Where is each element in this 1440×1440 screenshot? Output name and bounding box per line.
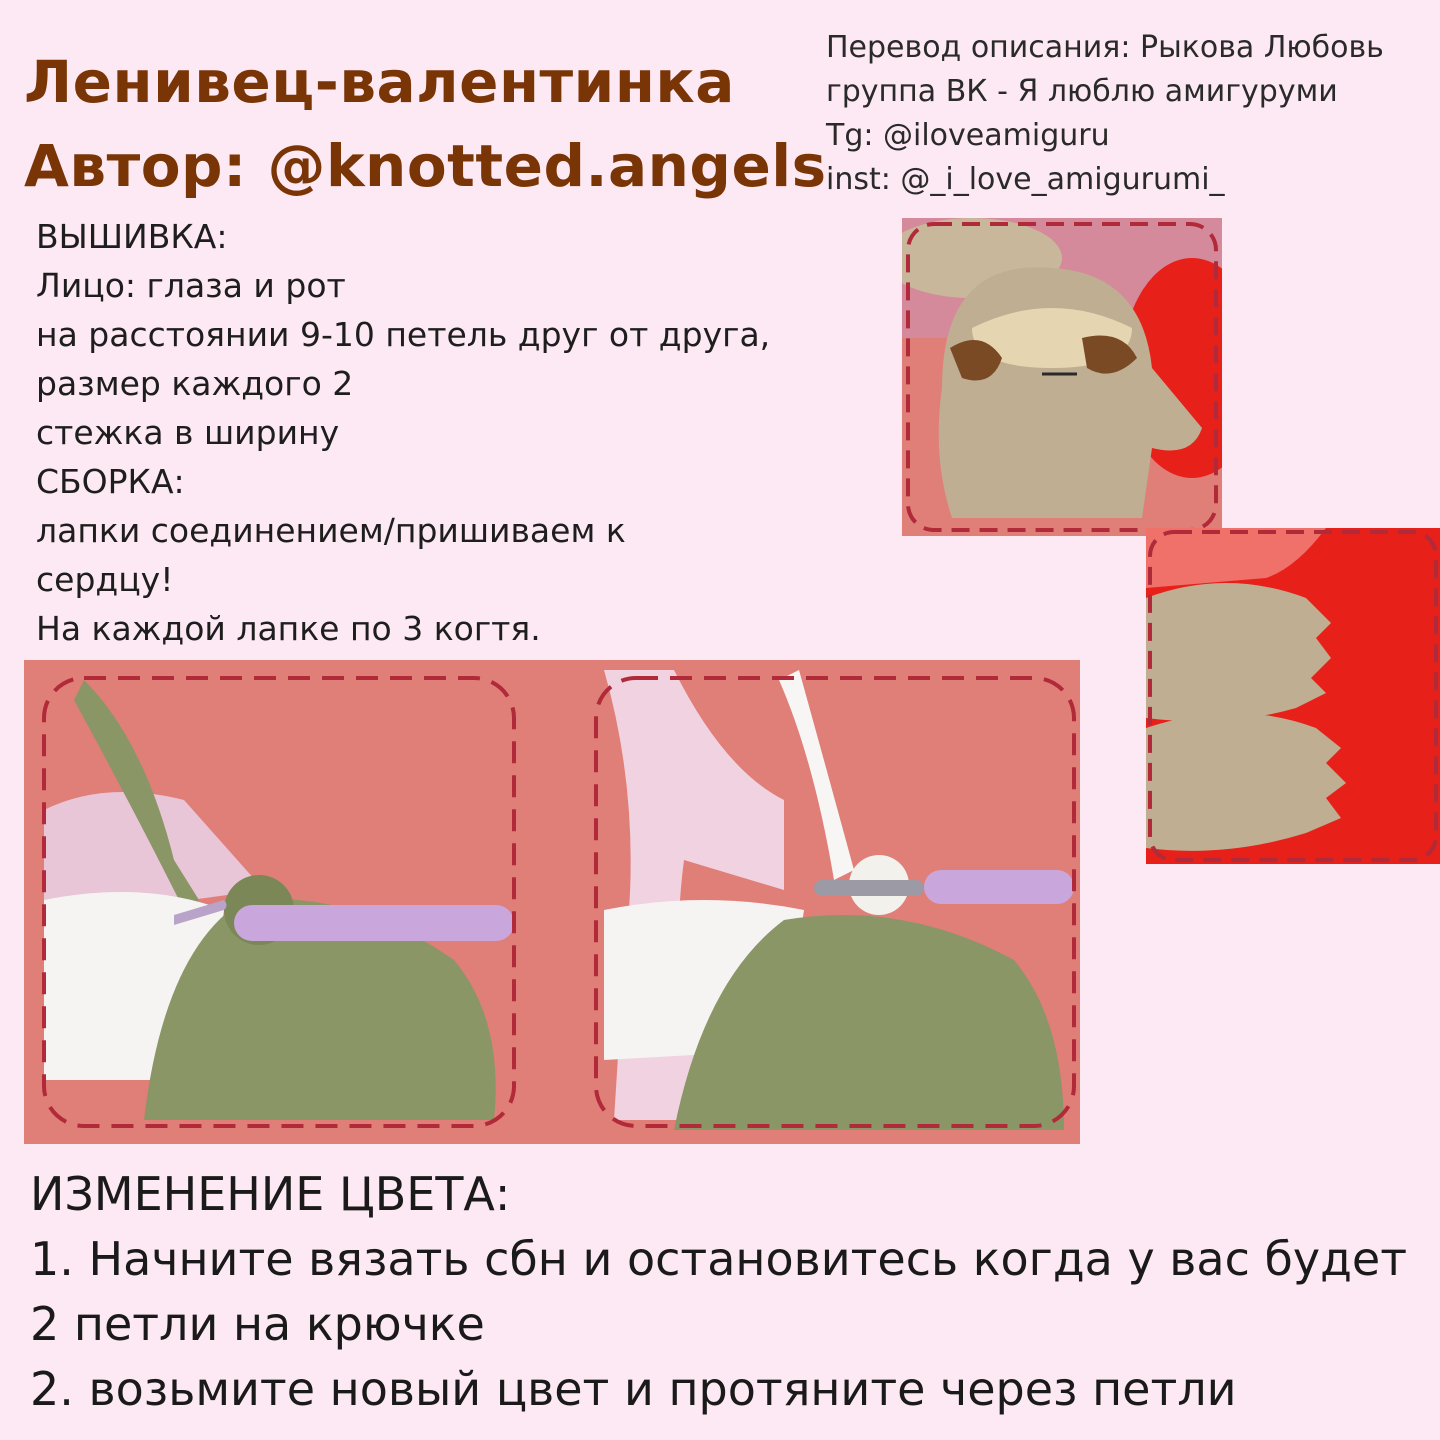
sloth-paws-photo	[1146, 528, 1440, 864]
instructions-block	[36, 212, 836, 653]
color-change-block	[30, 1162, 1430, 1422]
credits-translator: Перевод описания: Рыкова Любовь	[826, 30, 1384, 65]
assembly-line: лапки соединением/пришиваем к	[36, 511, 626, 550]
assembly-line: сердцу!	[36, 560, 174, 599]
credits-vk-group: группа ВК - Я люблю амигуруми	[826, 74, 1338, 109]
credits-telegram: Tg: @iloveamiguru	[826, 118, 1110, 153]
color-change-heading: ИЗМЕНЕНИЕ ЦВЕТА:	[30, 1167, 511, 1221]
title-line-1: Ленивец-валентинка	[24, 48, 735, 116]
embroidery-line: на расстоянии 9-10 петель друг от друга,	[36, 315, 771, 354]
color-change-step: 1. Начните вязать сбн и остановитесь когда у вас будет	[30, 1232, 1408, 1286]
embroidery-heading: ВЫШИВКА:	[36, 217, 228, 256]
embroidery-line: размер каждого 2	[36, 364, 354, 403]
color-change-step: 2 петли на крючке	[30, 1297, 485, 1351]
embroidery-line: стежка в ширину	[36, 413, 340, 452]
sloth-face-photo	[902, 218, 1222, 536]
assembly-line: На каждой лапке по 3 когтя.	[36, 609, 541, 648]
color-change-step: 2. возьмите новый цвет и протяните через петли	[30, 1362, 1237, 1416]
assembly-heading: СБОРКА:	[36, 462, 185, 501]
embroidery-line: Лицо: глаза и рот	[36, 266, 346, 305]
page-title	[24, 40, 827, 208]
credits-block	[826, 26, 1384, 202]
title-line-2: Автор: @knotted.angels	[24, 132, 827, 200]
credits-instagram: inst: @_i_love_amigurumi_	[826, 162, 1225, 197]
color-change-steps-photo	[24, 660, 1080, 1144]
